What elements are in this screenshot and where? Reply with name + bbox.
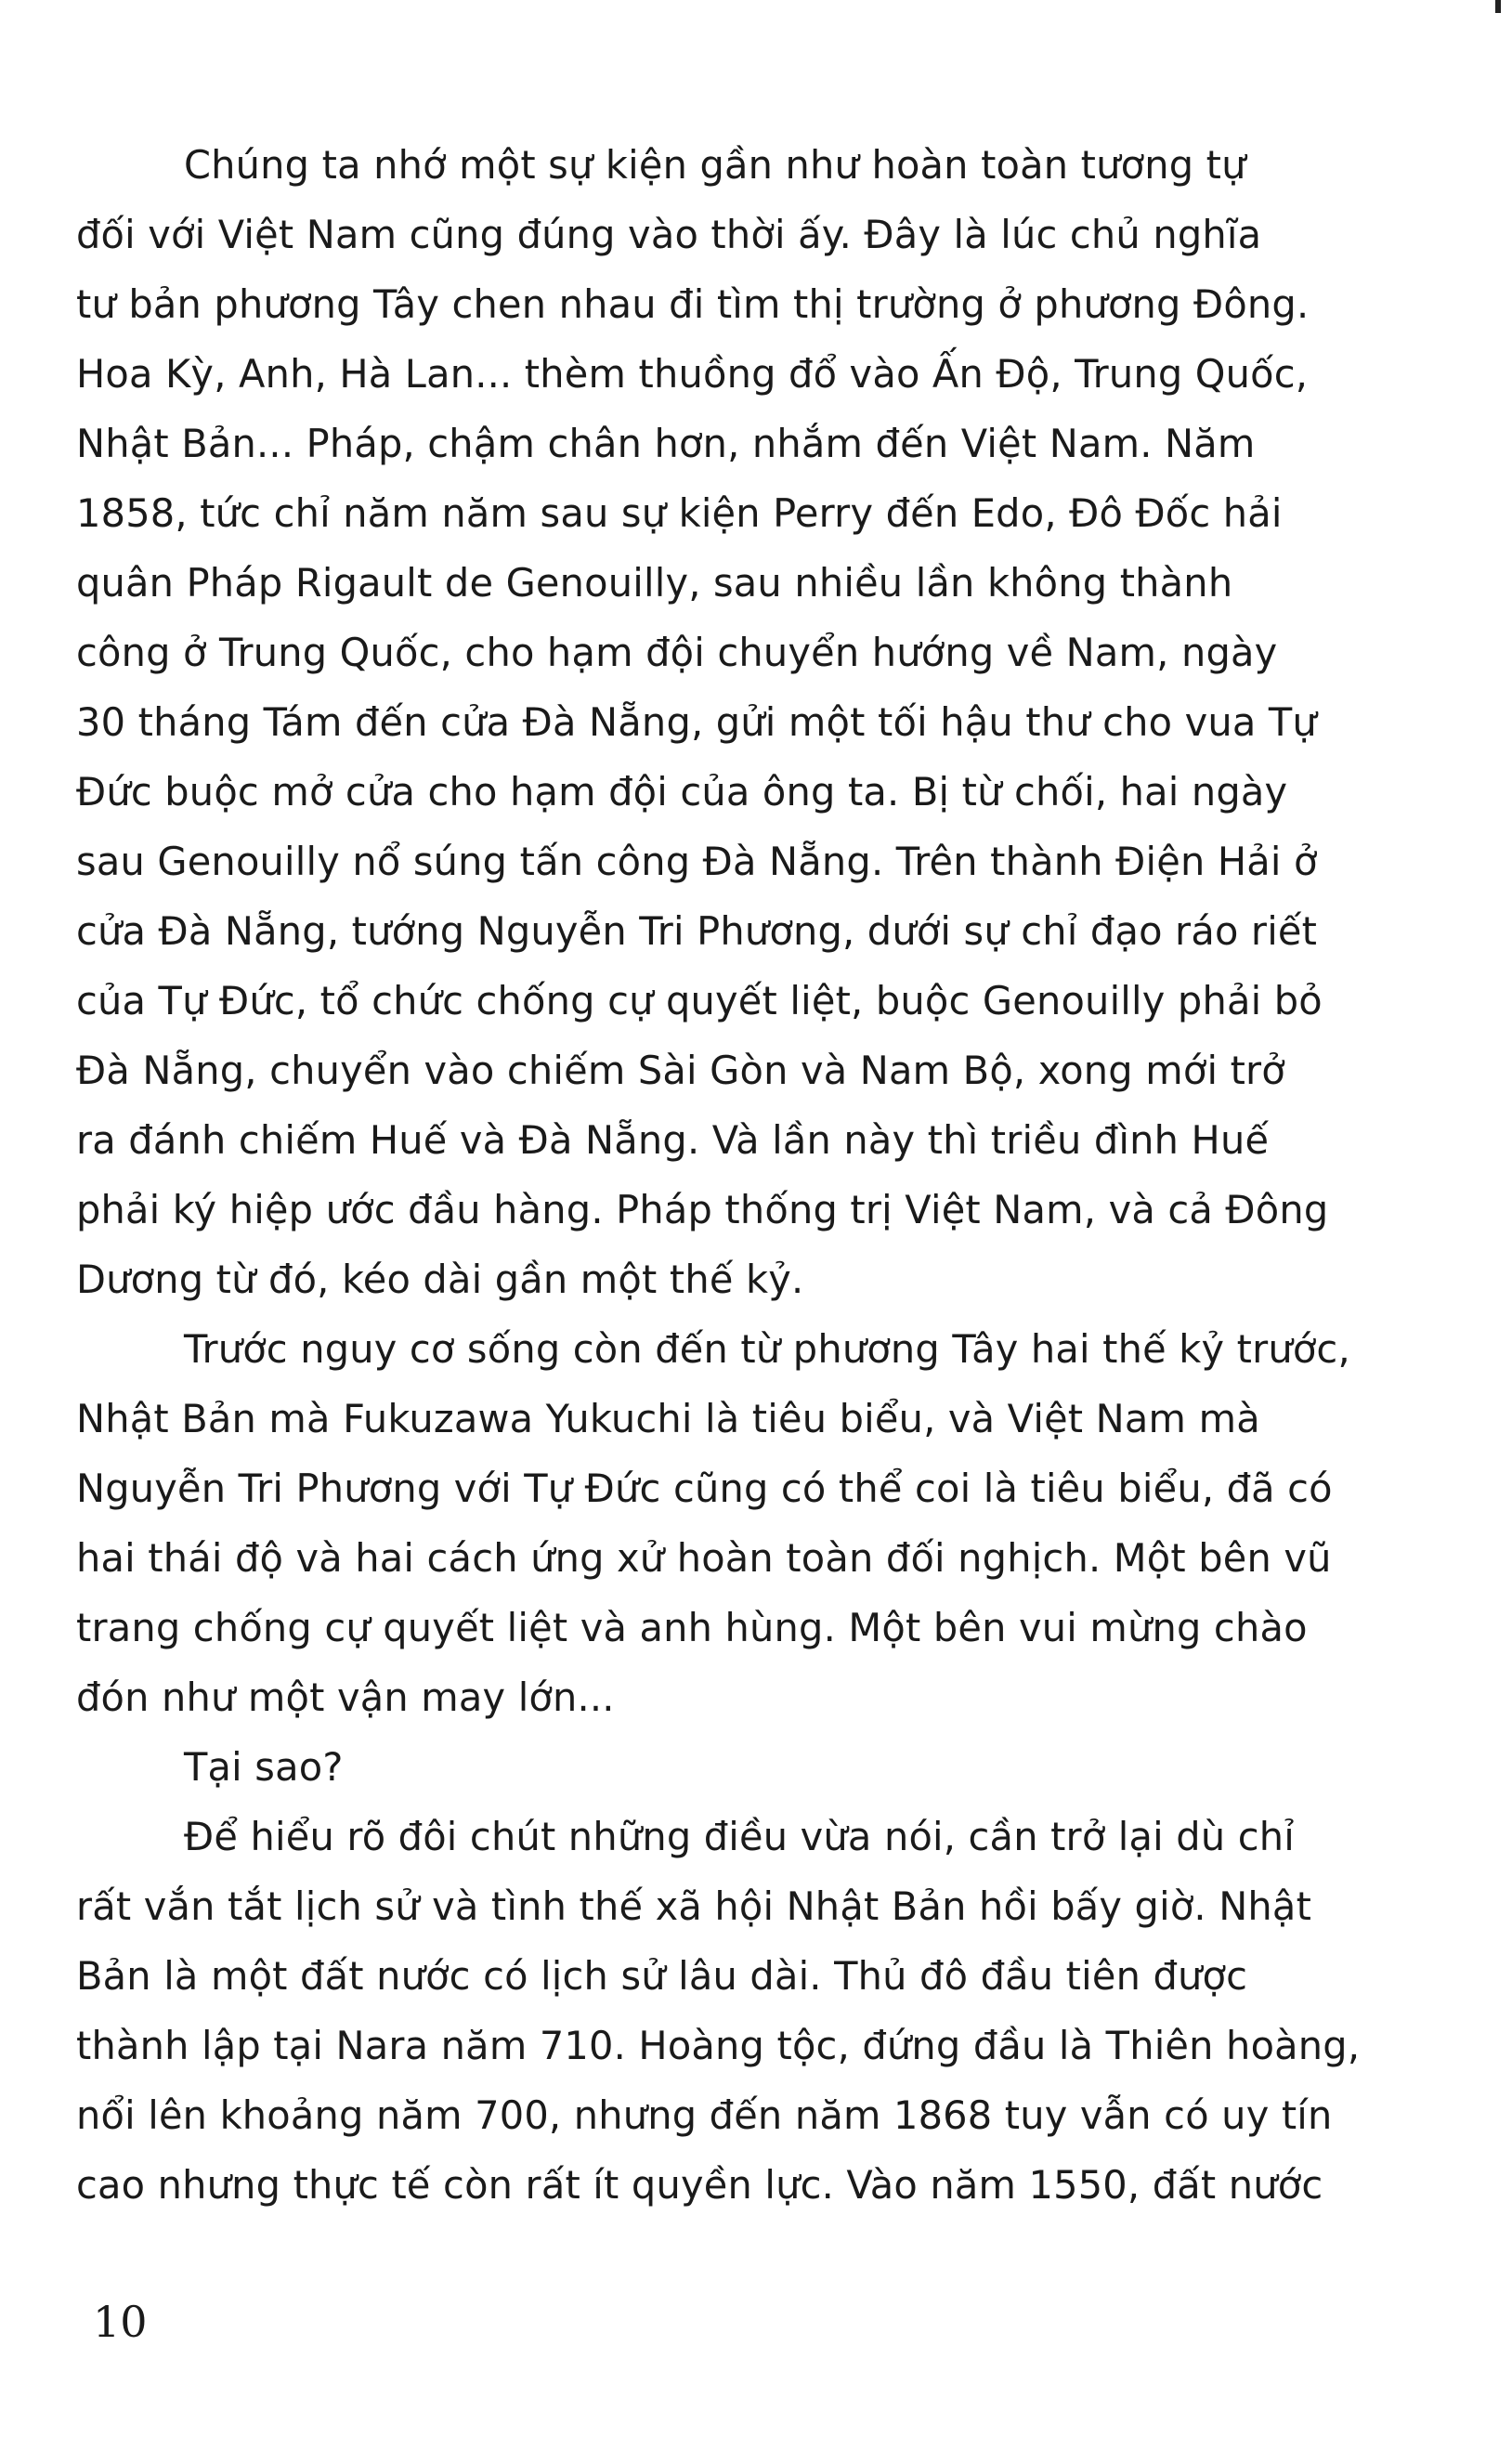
- text-line: hai thái độ và hai cách ứng xử hoàn toàn đối nghịch. Một bên vũ: [76, 1535, 1332, 1581]
- text-line: Nhật Bản mà Fukuzawa Yukuchi là tiêu biểu, và Việt Nam mà: [76, 1396, 1260, 1441]
- text-line: công ở Trung Quốc, cho hạm đội chuyển hướng về Nam, ngày: [76, 630, 1278, 675]
- body-text: [76, 130, 1376, 2220]
- text-line: Hoa Kỳ, Anh, Hà Lan... thèm thuồng đổ vào Ấn Độ, Trung Quốc,: [76, 351, 1309, 397]
- text-line: Bản là một đất nước có lịch sử lâu dài. Thủ đô đầu tiên được: [76, 1953, 1248, 1999]
- text-line: 30 tháng Tám đến cửa Đà Nẵng, gửi một tối hậu thư cho vua Tự: [76, 699, 1317, 745]
- text-line: phải ký hiệp ước đầu hàng. Pháp thống trị Việt Nam, và cả Đông: [76, 1187, 1329, 1232]
- text-line: của Tự Đức, tổ chức chống cự quyết liệt, buộc Genouilly phải bỏ: [76, 978, 1323, 1023]
- text-line: quân Pháp Rigault de Genouilly, sau nhiều lần không thành: [76, 560, 1233, 606]
- text-line: đối với Việt Nam cũng đúng vào thời ấy. Đây là lúc chủ nghĩa: [76, 212, 1262, 257]
- text-line: cao nhưng thực tế còn rất ít quyền lực. Vào năm 1550, đất nước: [76, 2162, 1323, 2208]
- text-line: 1858, tức chỉ năm năm sau sự kiện Perry đến Edo, Đô Đốc hải: [76, 490, 1283, 536]
- text-line: rất vắn tắt lịch sử và tình thế xã hội Nhật Bản hồi bấy giờ. Nhật: [76, 1883, 1312, 1929]
- text-line: Đà Nẵng, chuyển vào chiếm Sài Gòn và Nam Bộ, xong mới trở: [76, 1048, 1285, 1093]
- text-line: nổi lên khoảng năm 700, nhưng đến năm 1868 tuy vẫn có uy tín: [76, 2092, 1333, 2138]
- text-line: Trước nguy cơ sống còn đến từ phương Tây hai thế kỷ trước,: [184, 1326, 1350, 1372]
- text-line: Dương từ đó, kéo dài gần một thế kỷ.: [76, 1257, 804, 1302]
- text-line: Đức buộc mở cửa cho hạm đội của ông ta. Bị từ chối, hai ngày: [76, 769, 1288, 814]
- text-line: Chúng ta nhớ một sự kiện gần như hoàn toàn tương tự: [184, 142, 1246, 188]
- text-line: trang chống cự quyết liệt và anh hùng. Một bên vui mừng chào: [76, 1605, 1308, 1650]
- text-line: ra đánh chiếm Huế và Đà Nẵng. Và lần này thì triều đình Huế: [76, 1117, 1270, 1163]
- scan-edge-mark: [1495, 0, 1501, 13]
- text-line: Để hiểu rõ đôi chút những điều vừa nói, cần trở lại dù chỉ: [184, 1814, 1295, 1859]
- page-number: 10: [93, 2297, 148, 2347]
- text-line: Nhật Bản... Pháp, chậm chân hơn, nhắm đến Việt Nam. Năm: [76, 421, 1256, 466]
- text-line: cửa Đà Nẵng, tướng Nguyễn Tri Phương, dưới sự chỉ đạo ráo riết: [76, 908, 1318, 954]
- text-line: Tại sao?: [184, 1744, 344, 1790]
- text-line: đón như một vận may lớn...: [76, 1675, 615, 1720]
- text-line: thành lập tại Nara năm 710. Hoàng tộc, đứng đầu là Thiên hoàng,: [76, 2023, 1361, 2068]
- text-line: Nguyễn Tri Phương với Tự Đức cũng có thể coi là tiêu biểu, đã có: [76, 1466, 1333, 1511]
- text-line: sau Genouilly nổ súng tấn công Đà Nẵng. Trên thành Điện Hải ở: [76, 839, 1318, 884]
- text-line: tư bản phương Tây chen nhau đi tìm thị trường ở phương Đông.: [76, 281, 1310, 327]
